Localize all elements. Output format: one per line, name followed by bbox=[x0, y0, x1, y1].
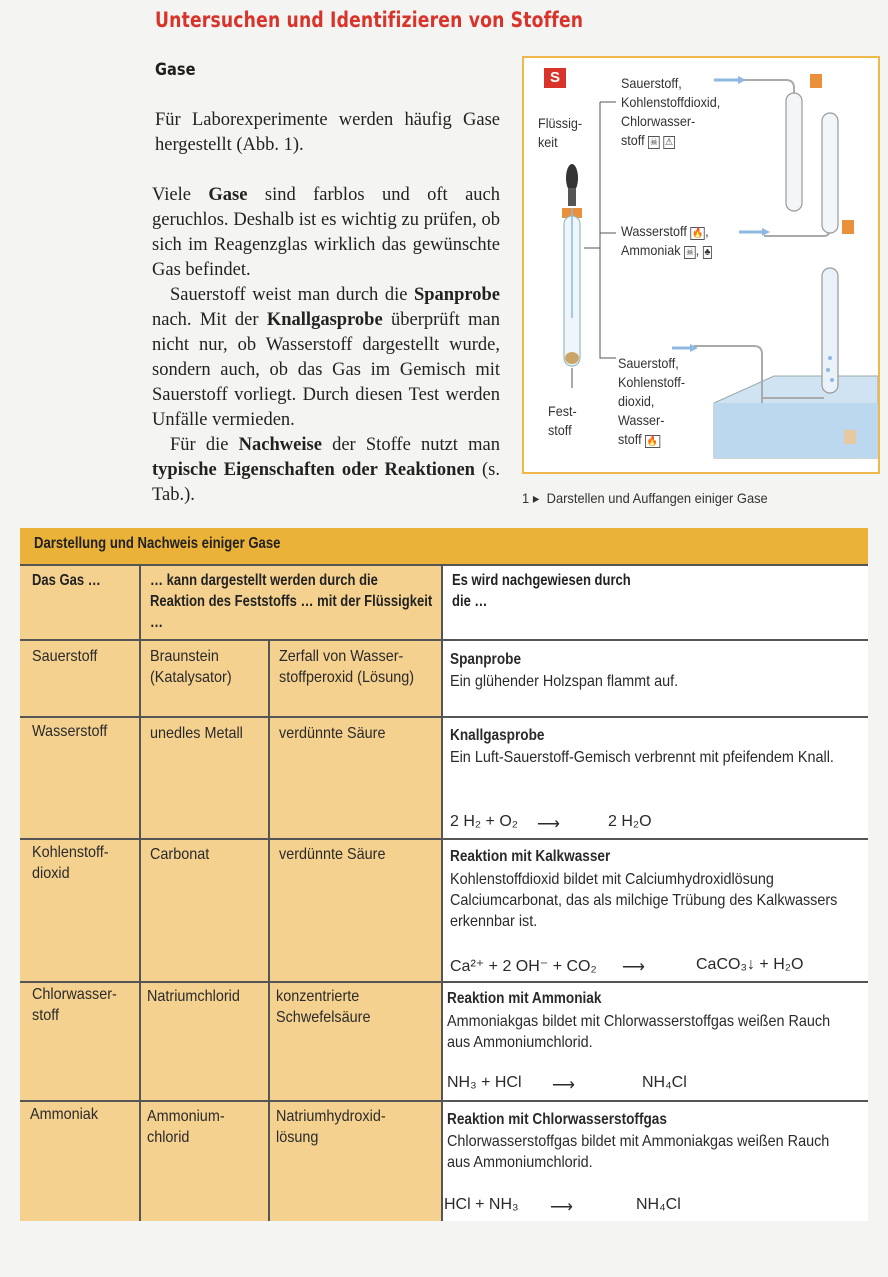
reaction-arrow-icon: ⟶ bbox=[622, 959, 645, 976]
row-gas-co2: Kohlenstoff-dioxid bbox=[32, 844, 109, 882]
row-equation-left: 2 H₂ + O₂ bbox=[450, 813, 518, 830]
row-desc: Ein glühender Holzspan flammt auf. bbox=[450, 673, 679, 690]
label-liquid: Flüssig- keit bbox=[538, 115, 583, 150]
row-equation-right: NH₄Cl bbox=[636, 1196, 681, 1213]
reaction-arrow-icon: ⟶ bbox=[537, 816, 560, 833]
row-equation-right: NH₄Cl bbox=[642, 1074, 687, 1091]
label-mid-gases: Wasserstoff 🔥 , Ammoniak ☠ , ♣ bbox=[621, 223, 711, 258]
row-solid: Ammonium-chlorid bbox=[147, 1108, 225, 1146]
row-solid: unedles Metall bbox=[150, 725, 243, 742]
row-gas-hydrogen: Wasserstoff bbox=[32, 723, 108, 740]
intro-paragraph: Für Laborexperimente werden häufig Gase hergestellt (Abb. 1). bbox=[155, 110, 500, 155]
page-title: Untersuchen und Identifizieren von Stoffen bbox=[155, 8, 584, 32]
paragraph-3: Für die Nachweise der Stoffe nutzt man typische Eigenschaften oder Reaktionen (s. Tab.). bbox=[152, 435, 500, 505]
table-title: Darstellung und Nachweis einiger Gase bbox=[34, 535, 281, 552]
label-top-gases: Sauerstoff, Kohlenstoffdioxid, Chlorwasser- stoff ☠ ⚠ bbox=[621, 75, 721, 148]
caption-arrow-icon: ▸ bbox=[532, 490, 540, 506]
row-test: Reaktion mit Chlorwasserstoffgas bbox=[447, 1111, 667, 1128]
row-equation-left: NH₃ + HCl bbox=[447, 1074, 522, 1091]
paragraph-2: Sauerstoff weist man durch die Spanprobe nach. Mit der Knallgasprobe überprüft man nicht nur, ob Wasserstoff dargestellt wurde, sondern auch, ob das Gas im Gemisch mit Sauerstoff vorliegt. Durch diesen Test werden Unfälle vermieden. bbox=[152, 285, 501, 430]
row-test: Knallgasprobe bbox=[450, 727, 545, 744]
figure-apparatus bbox=[522, 56, 880, 474]
hazard-icon: ☠ bbox=[649, 137, 658, 148]
figure-caption: 1 ▸ Darstellen und Auffangen einiger Gase bbox=[522, 490, 768, 506]
row-gas-ammonia: Ammoniak bbox=[30, 1106, 99, 1123]
row-test: Reaktion mit Kalkwasser bbox=[450, 848, 611, 865]
hazard-icon: ☠ bbox=[685, 247, 694, 258]
row-test: Spanprobe bbox=[450, 651, 522, 668]
row-equation-left: HCl + NH₃ bbox=[444, 1196, 519, 1213]
safety-badge: S bbox=[544, 68, 566, 88]
row-equation-right: CaCO₃↓ + H₂O bbox=[696, 956, 804, 973]
gas-table bbox=[20, 528, 868, 1221]
row-desc: Ammoniakgas bildet mit Chlorwasserstoffgas weißen Rauch aus Ammoniumchlorid. bbox=[447, 1013, 831, 1051]
row-solid: Braunstein (Katalysator) bbox=[150, 648, 232, 686]
header-gas: Das Gas … bbox=[32, 572, 101, 589]
flame-icon: 🔥 bbox=[646, 436, 659, 447]
label-solid: Fest- stoff bbox=[548, 403, 577, 438]
row-gas-hcl: Chlorwasser-stoff bbox=[32, 986, 117, 1024]
reaction-arrow-icon: ⟶ bbox=[552, 1077, 575, 1094]
paragraph-1: Viele Gase sind farblos und oft auch geruchlos. Deshalb ist es wichtig zu prüfen, ob sich im Reagenzglas wirklich das gewünschte Gas befindet. bbox=[152, 185, 501, 280]
label-bottom-gases: Sauerstoff, Kohlenstoff- dioxid, Wasser- stoff 🔥 bbox=[618, 355, 686, 447]
row-gas-oxygen: Sauerstoff bbox=[32, 648, 98, 665]
header-production: … kann dargestellt werden durch die Reaktion des Feststoffs … mit der Flüssigkeit … bbox=[150, 572, 433, 631]
flame-icon: 🔥 bbox=[692, 228, 704, 239]
row-desc: Kohlenstoffdioxid bildet mit Calciumhydroxidlösung Calciumcarbonat, das als milchige Trübung des Kalkwassers erkennbar ist. bbox=[450, 871, 838, 930]
row-liquid: verdünnte Säure bbox=[279, 725, 386, 742]
environment-icon: ♣ bbox=[704, 247, 711, 258]
row-equation-left: Ca²⁺ + 2 OH⁻ + CO₂ bbox=[450, 958, 597, 975]
row-test: Reaktion mit Ammoniak bbox=[447, 990, 602, 1007]
row-liquid: Natriumhydroxid-lösung bbox=[276, 1108, 386, 1146]
row-desc: Chlorwasserstoffgas bildet mit Ammoniakgas weißen Rauch aus Ammoniumchlorid. bbox=[447, 1133, 830, 1171]
section-heading: Gase bbox=[155, 60, 196, 80]
row-desc: Ein Luft-Sauerstoff-Gemisch verbrennt mit pfeifendem Knall. bbox=[450, 749, 834, 766]
row-solid: Carbonat bbox=[150, 846, 210, 863]
row-liquid: verdünnte Säure bbox=[279, 846, 386, 863]
row-liquid: Zerfall von Wasser-stoffperoxid (Lösung) bbox=[279, 648, 415, 686]
body-text bbox=[152, 183, 500, 508]
hazard-icon: ⚠ bbox=[665, 137, 674, 148]
row-liquid: konzentrierte Schwefelsäure bbox=[276, 988, 371, 1026]
reaction-arrow-icon: ⟶ bbox=[550, 1199, 573, 1216]
header-detection: Es wird nachgewiesen durch die … bbox=[452, 572, 631, 610]
row-solid: Natriumchlorid bbox=[147, 988, 240, 1005]
row-equation-right: 2 H₂O bbox=[608, 813, 652, 830]
